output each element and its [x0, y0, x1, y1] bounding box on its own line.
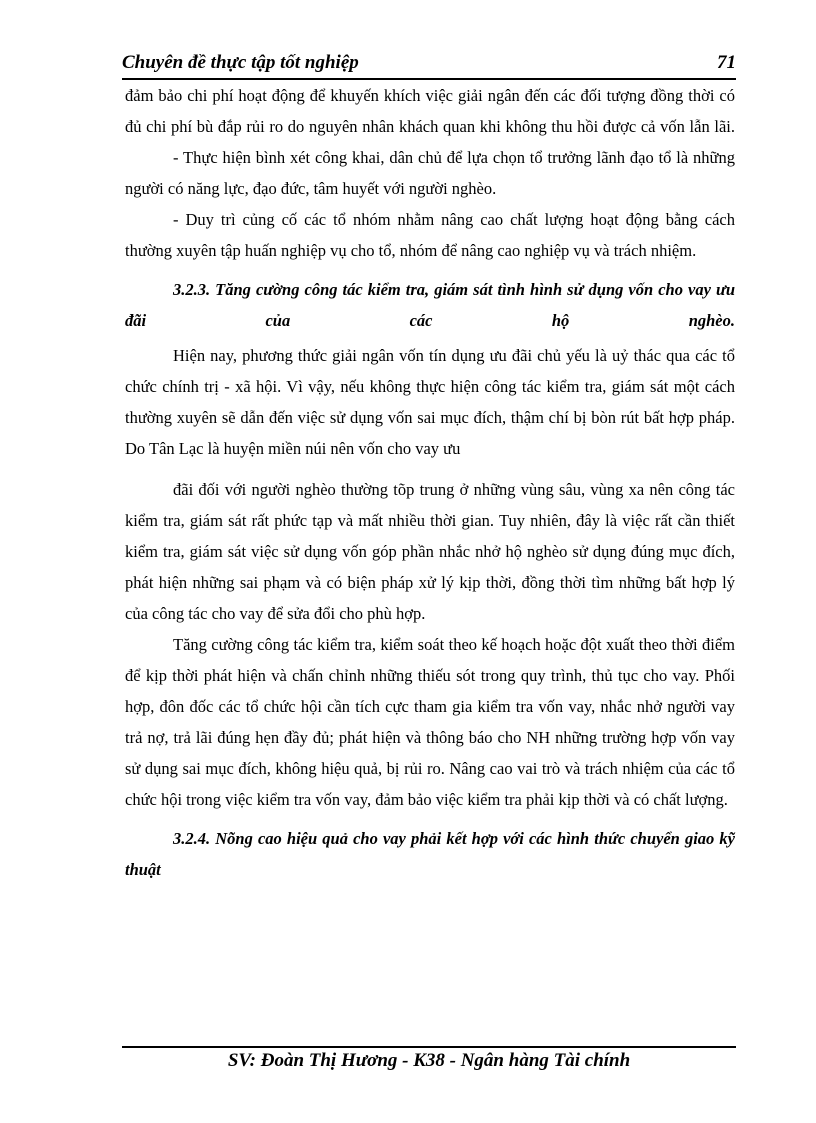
document-title: Chuyên đề thực tập tốt nghiệp: [122, 52, 359, 73]
page-number: 71: [717, 52, 736, 73]
document-body: [125, 80, 735, 889]
paragraph-cost: đảm bảo chi phí hoạt động để khuyến khích việc giải ngân đến các đối tượng đồng thời có đủ chi phí bù đắp rủi ro do nguyên nhân khách quan khi không thu hồi được cả vốn lẫn lãi.: [125, 86, 735, 136]
paragraph-maintain-groups: - Duy trì củng cố các tổ nhóm nhằm nâng cao chất lượng hoạt động bằng cách thường xuyên tập huấn nghiệp vụ cho tổ, nhóm để nâng cao nghiệp vụ và trách nhiệm.: [125, 210, 735, 260]
paragraph-preferential: đãi đối với người nghèo thường tõp trung ở những vùng sâu, vùng xa nên công tác kiểm tra, giám sát rất phức tạp và mất nhiều thời gian. Tuy nhiên, đây là việc rất cần thiết kiểm tra, giám sát việc sử dụng vốn góp phần nhắc nhở hộ nghèo sử dụng đúng mục đích, phát hiện những sai phạm và có biện pháp xử lý kịp thời, đồng thời tìm những bất hợp lý của công tác cho vay để sửa đổi cho phù hợp.: [125, 480, 735, 623]
section-heading-3-2-3: 3.2.3. Tăng cường công tác kiểm tra, giám sát tình hình sử dụng vốn cho vay ưu đãi của các hộ nghèo.: [125, 280, 735, 330]
paragraph-gap: [125, 464, 735, 474]
page-header: [122, 48, 736, 80]
paragraph-strengthen-inspection: Tăng cường công tác kiểm tra, kiểm soát theo kế hoạch hoặc đột xuất theo thời điểm để kịp thời phát hiện và chấn chỉnh những thiếu sót trong quy trình, thủ tục cho vay. Phối hợp, đôn đốc các tổ chức hội cần tích cực tham gia kiểm tra vốn vay, nhắc nhở người vay trả nợ, trả lãi đúng hẹn đầy đủ; phát hiện và thông báo cho NH những trường hợp vốn vay sử dụng sai mục đích, không hiệu quả, bị rủi ro. Nâng cao vai trò và trách nhiệm của các tổ chức hội trong việc kiểm tra vốn vay, đảm bảo việc kiểm tra phải kịp thời và có chất lượng.: [125, 635, 735, 809]
footer-divider: [122, 1046, 736, 1048]
section-heading-3-2-4: 3.2.4. Nõng cao hiệu quả cho vay phải kết hợp với các hình thức chuyển giao kỹ thuật: [125, 829, 735, 879]
page-footer: SV: Đoàn Thị Hương - K38 - Ngân hàng Tài chính: [227, 1050, 631, 1071]
paragraph-current-method: Hiện nay, phương thức giải ngân vốn tín dụng ưu đãi chủ yếu là uỷ thác qua các tổ chức chính trị - xã hội. Vì vậy, nếu không thực hiện công tác kiểm tra, giám sát một cách thường xuyên sẽ dẫn đến việc sử dụng vốn sai mục đích, thậm chí bị bòn rút bất hợp pháp. Do Tân Lạc là huyện miền núi nên vốn cho vay ưu: [125, 346, 735, 458]
paragraph-election: - Thực hiện bình xét công khai, dân chủ để lựa chọn tổ trưởng lãnh đạo tổ là những người có năng lực, đạo đức, tâm huyết với người nghèo.: [125, 148, 735, 198]
